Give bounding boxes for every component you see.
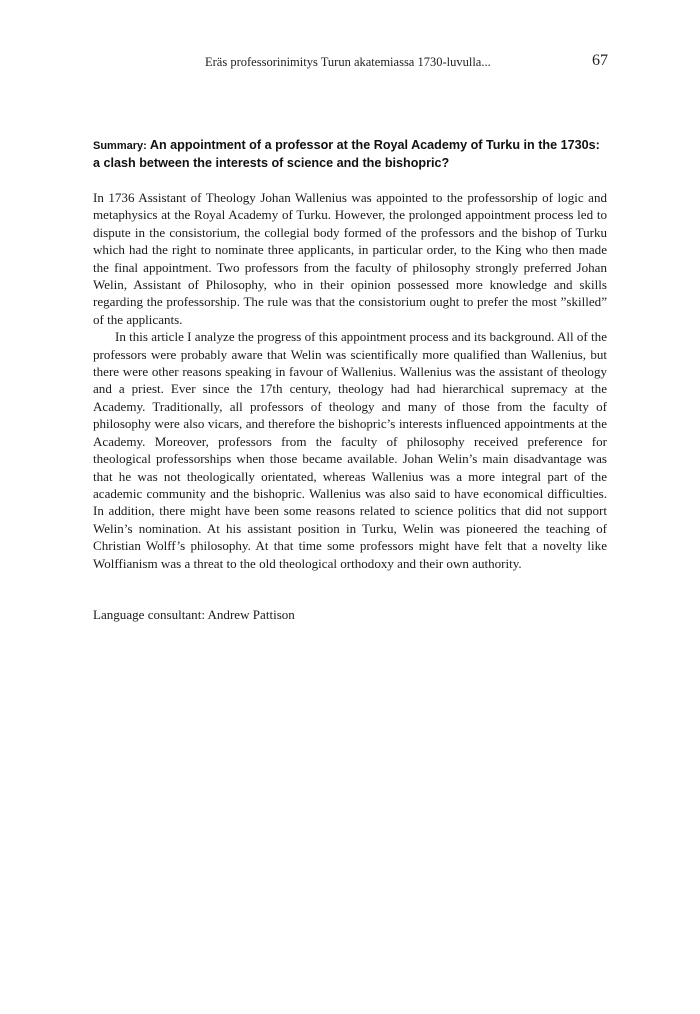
summary-heading	[93, 137, 609, 172]
running-header-title: Eräs professorinimitys Turun akatemiassa 1730-luvulla...	[205, 55, 491, 69]
abstract-body	[93, 189, 607, 572]
abstract-paragraph: In this article I analyze the progress of this appointment process and its background. All of the professors were probably aware that Welin was scientifically more qualified than Wallenius, but there were other reasons speaking in favour of Wallenius. Wallenius was the assistant of theology and a priest. Ever since the 17th century, theology had had hierarchical supremacy at the Academy. Traditionally, all professors of theology and many of those from the faculty of philosophy were also vicars, and therefore the bishopric’s interests influenced appointments at the Academy. Moreover, professors from the faculty of philosophy received preference for theological professorships when those became available. Johan Welin’s main disadvantage was that he was not theologically orientated, whereas Wallenius was a more integral part of the academic community and the bishopric. Wallenius was also said to have economical difficulties. In addition, there might have been some reasons related to science politics that did not support Welin’s nomination. At his assistant position in Turku, Welin was pioneered the teaching of Christian Wolff’s philosophy. At that time some professors might have felt that a novelty like Wolffianism was a threat to the old theological orthodoxy and their own authority.	[93, 329, 607, 571]
page-number: 67	[592, 52, 608, 69]
summary-label: Summary:	[93, 140, 147, 152]
abstract-paragraph: In 1736 Assistant of Theology Johan Wallenius was appointed to the professorship of logic and metaphysics at the Royal Academy of Turku. However, the prolonged appointment process led to dispute in the consistorium, the collegial body formed of the professors and the bishop of Turku which had the right to nominate three applicants, in particular order, to the King who then made the final appointment. Two professors from the faculty of philosophy strongly preferred Johan Welin, Assistant of Philosophy, who in their opinion possessed more knowledge and skills regarding the professorship. The rule was that the consistorium ought to prefer the most ”skilled” of the applicants.	[93, 190, 607, 327]
summary-title: An appointment of a professor at the Royal Academy of Turku in the 1730s: a clash between the interests of science and the bishopric?	[93, 138, 600, 170]
language-consultant-credit: Language consultant: Andrew Pattison	[93, 607, 295, 622]
